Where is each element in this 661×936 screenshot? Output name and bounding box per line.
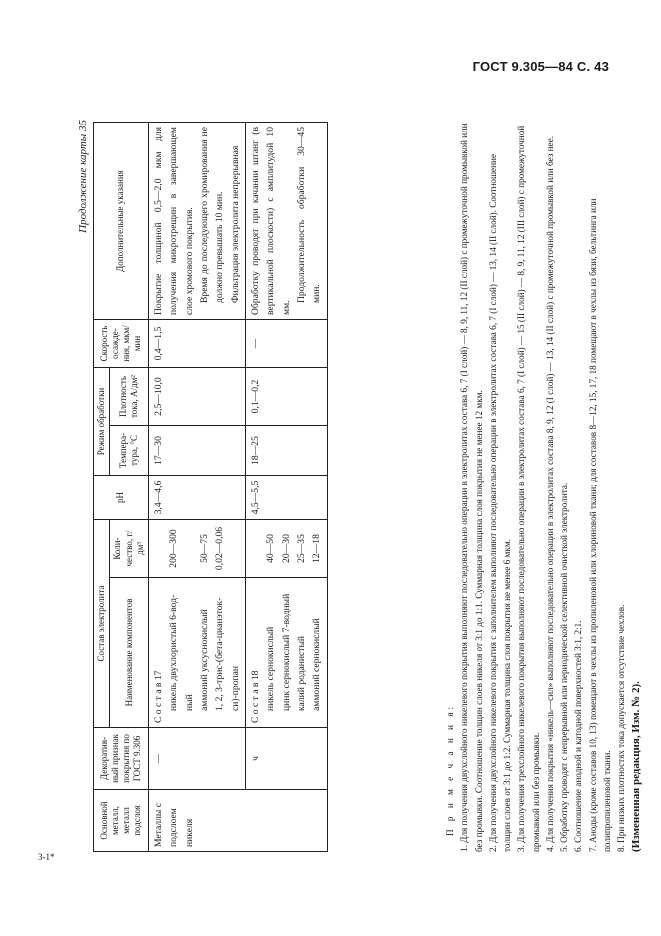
quantity-value: 20—30 [280,534,292,563]
additional-cell [149,123,246,320]
note-item: 8. При низких плотностях тока допускается отсутствие чехлов. [616,604,626,852]
component-item: аммоний уксуснокислый [199,609,211,711]
decorative-cell: — [149,728,246,790]
quantity-value: 12—18 [311,534,323,563]
page-header: ГОСТ 9.305—84 С. 43 [472,59,609,74]
additional-note: Время до последующего хромирования не должно превышать 10 мин. [199,127,226,303]
note-item: 1. Для получения двухслойного никелевого покрытия выполняют последовательно операции в электролитах состава 6, 7 (I слой) — 8, 9, 11, 12 (II слой) с промежуточной промывкой или без промывки. Соотношение толщин слоев никеля от 3:1 до 1:1. Суммарная толщина слоя покрытия не менее 12 мкм. [459,123,484,852]
note-item: 5. Обработку проводят с непрерывной или периодической селективной очисткой электролита. [559,482,569,852]
note-item: 6. Соотношение анодной и катодной поверхностей 3:1, 2:1. [573,620,584,852]
header-current-density: Плотность тока, А/дм² [110,368,149,426]
electrolyte-table [93,122,328,852]
speed-cell: — [246,320,328,368]
header-mode: Режим обработки [94,368,110,476]
header-speed: Скорость осажде-ния, мкм/мин [94,320,149,368]
component-item: 1, 2, 3-трис-(бета-цианэток-си)-пропан [214,597,241,711]
additional-note: Фильтрация электролита непрерывная [229,145,241,303]
quantity-cell [149,520,246,578]
continuation-label: Продолжение карты 35 [77,120,89,233]
header-base-metal: Основной металл, металл подслоя [94,790,149,852]
note-item: 7. Аноды (кроме составов 10, 13) помещают в чехлы из пропиленовой или хлориновой ткани; для составов 8—12, 15, 17, 18 помещают в чехлы из бязи, бельтинга или полипропиленовой ткани. [587,198,612,852]
quantity-value: 0,02—0,06 [214,526,226,571]
edition-note: (Измененная редакция, Изм. № 2). [630,681,643,852]
additional-note: Продолжительность обработки 30—45 мин. [296,127,323,303]
table-row [149,123,246,852]
header-decorative: Декоратив-ный признак покрытия по ГОСТ 9.306 [94,728,149,790]
temperature-cell: 17—30 [149,426,246,476]
note-item: 3. Для получения трехслойного никелевого покрытия выполняют последовательно операции в электролитах состава 6, 7 (I слой) — 15 (II слой) — 8, 9, 11, 12 (III слой) с промежуточной промывкой или без промывки. [516,125,541,852]
quantity-value: 40—50 [265,534,277,563]
components-cell [149,578,246,728]
components-cell [246,578,328,728]
header-components: Наименование компонентов [110,578,149,728]
header-ph: pH [94,476,149,520]
note-item: 4. Для получения покрытия «никель—сил» выполняют последовательно операции в электролитах состава 8, 9, 12 (I слой) — 13, 14 (II слой) с промежуточной промывкой или без нее. [544,136,555,852]
rotated-page-content [63,110,643,870]
composition-title: С о с т а в 18 [250,670,262,723]
current-density-cell: 2,5—10,0 [149,368,246,426]
temperature-cell: 18—25 [246,426,328,476]
additional-note: Покрытие толщиной 0,5—2,0 мкм для получения микротрещин в завершающем слое хромового покрытия. [153,127,195,315]
additional-note: Обработку проводят при качании штанг (в вертикальной плоскости) с амплитудой 10 мм. [250,127,292,315]
speed-cell: 0,4—1,5 [149,320,246,368]
footer-mark: 3-1* [38,852,55,862]
notes-section [443,122,645,852]
note-item: 2. Для получения двухслойного никелевого покрытия с заполнителем выполняют последовательно операции в электролитах состава 6, 7 (I слой) — 13, 14 (II слой). Соотношение толщин слоев от 3:1 до 1:2. Суммарная толщина слоя покрытия не менее 6 мкм. [487,153,512,852]
composition-title: С о с т а в 17 [153,670,164,723]
current-density-cell: 0,1—0,2 [246,368,328,426]
header-additional: Дополнительные указания [94,123,149,320]
quantity-cell [246,520,328,578]
component-item: аммоний сернокислый [311,618,323,711]
header-temperature: Темпера-тура, °С [110,426,149,476]
notes-title: П р и м е ч а н и я: [445,703,455,836]
decorative-cell: ч [246,728,328,790]
component-item: калий роданистый [296,635,308,711]
header-electrolyte: Состав электролита [94,520,110,728]
additional-cell [246,123,328,320]
quantity-value: 200—300 [168,529,180,568]
ph-cell: 3,4—4,6 [149,476,246,520]
component-item: никель сернокислый [265,626,277,711]
component-item: никель двухлористый 6-вод-ный [168,594,195,711]
component-item: цинк сернокислый 7-водный [280,593,292,711]
base-metal-cell: Металлы с подслоем никеля [149,790,328,852]
quantity-value: 25—35 [296,534,308,563]
table-row [246,123,328,852]
quantity-value: 50—75 [199,534,211,563]
ph-cell: 4,5—5,5 [246,476,328,520]
header-quantity: Коли-чество, г/дм³ [110,520,149,578]
